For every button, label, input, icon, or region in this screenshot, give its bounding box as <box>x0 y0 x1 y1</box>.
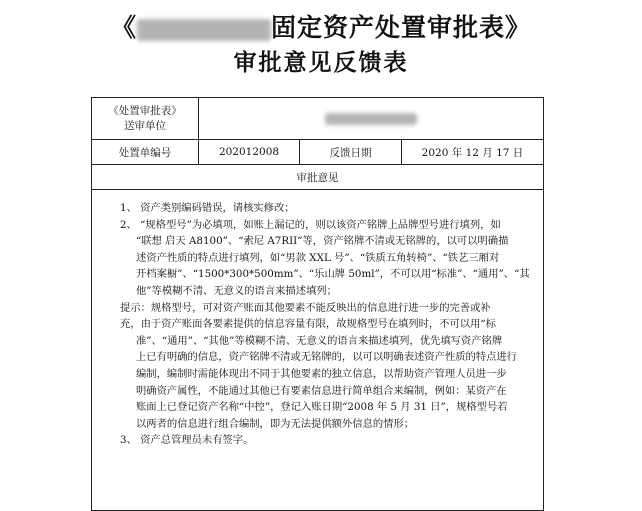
opinion-line: 明确资产属性，不能通过其他已有要素信息进行简单组合来编制，例如：某资产在 <box>136 384 507 397</box>
form-row-submitting-unit <box>92 98 544 140</box>
feedback-form-table <box>91 97 544 511</box>
order-number-value: 202012008 <box>199 140 300 165</box>
title-suffix: 固定资产处置审批表》 <box>271 13 532 42</box>
title-prefix: 《 <box>110 13 137 42</box>
opinion-header: 审批意见 <box>92 165 544 190</box>
submitting-unit-label: 送审单位 <box>124 119 166 132</box>
opinion-line: “联想 启天 A8100”、“索尼 A7RII”等，资产铭牌不清或无铭牌的，以可以明确描 <box>136 235 509 248</box>
approval-form-label: 《处置审批表》 <box>108 104 182 117</box>
opinion-line: 充，由于资产账面各要素提供的信息容量有限，故规格型号在填列时，不可以用“标 <box>120 318 496 331</box>
opinion-body-cell <box>92 190 544 511</box>
redacted-submitting-unit <box>325 113 417 125</box>
opinion-line: 编制，编制时需能体现出不同于其他要素的独立信息，以帮助资产管理人员进一步 <box>136 367 507 380</box>
form-row-opinion-header <box>92 165 544 190</box>
opinion-line: 提示：规格型号，可对资产账面其他要素不能反映出的信息进行进一步的完善或补 <box>120 301 491 314</box>
title-line-2: 审批意见反馈表 <box>233 49 409 76</box>
opinion-line: 述资产性质的特点进行填列，如“男款 XXL 号”、“铁质五角转椅”、“铁艺三厢对 <box>136 251 500 264</box>
opinion-line: 账面上已登记资产名称“中控”，登记入账日期“2008 年 5 月 31 日”，规格型号若 <box>136 401 508 414</box>
form-row-opinion-body <box>92 190 544 511</box>
feedback-date-label: 反馈日期 <box>300 140 402 165</box>
opinion-line: 准”、“通用”、“其他”等模糊不清、无意义的语言来描述填列，优先填写资产铭牌 <box>136 334 503 347</box>
opinion-line: 开档案橱”、“1500*300*500mm”、“乐山牌 50ml”，不可以用“标准”、“通用”、“其 <box>136 268 530 281</box>
form-row-order-info <box>92 140 544 165</box>
submitting-unit-label-cell <box>92 98 199 140</box>
opinion-line: 他”等模糊不清、无意义的语言来描述填列； <box>136 284 337 297</box>
redacted-institution-name <box>137 19 271 41</box>
title-line-1 <box>0 8 642 44</box>
opinion-line: 上已有明确的信息，资产铭牌不清或无铭牌的，以可以明确表述资产性质的特点进行 <box>136 351 517 364</box>
order-number-label: 处置单编号 <box>92 140 199 165</box>
opinion-line: 3、 资产总管理员未有签字。 <box>120 434 254 447</box>
opinion-line: 2、 “规格型号”为必填项，如账上漏记的，则以该资产铭牌上品牌型号进行填列，如 <box>120 218 501 231</box>
submitting-unit-value-cell <box>199 98 544 140</box>
opinion-list <box>92 190 543 449</box>
opinion-line: 以两者的信息进行组合编制，即为无法提供额外信息的情形； <box>136 417 415 430</box>
opinion-line: 1、 资产类别编码错误，请核实修改； <box>120 202 295 214</box>
feedback-date-value: 2020 年 12 月 17 日 <box>402 140 544 165</box>
